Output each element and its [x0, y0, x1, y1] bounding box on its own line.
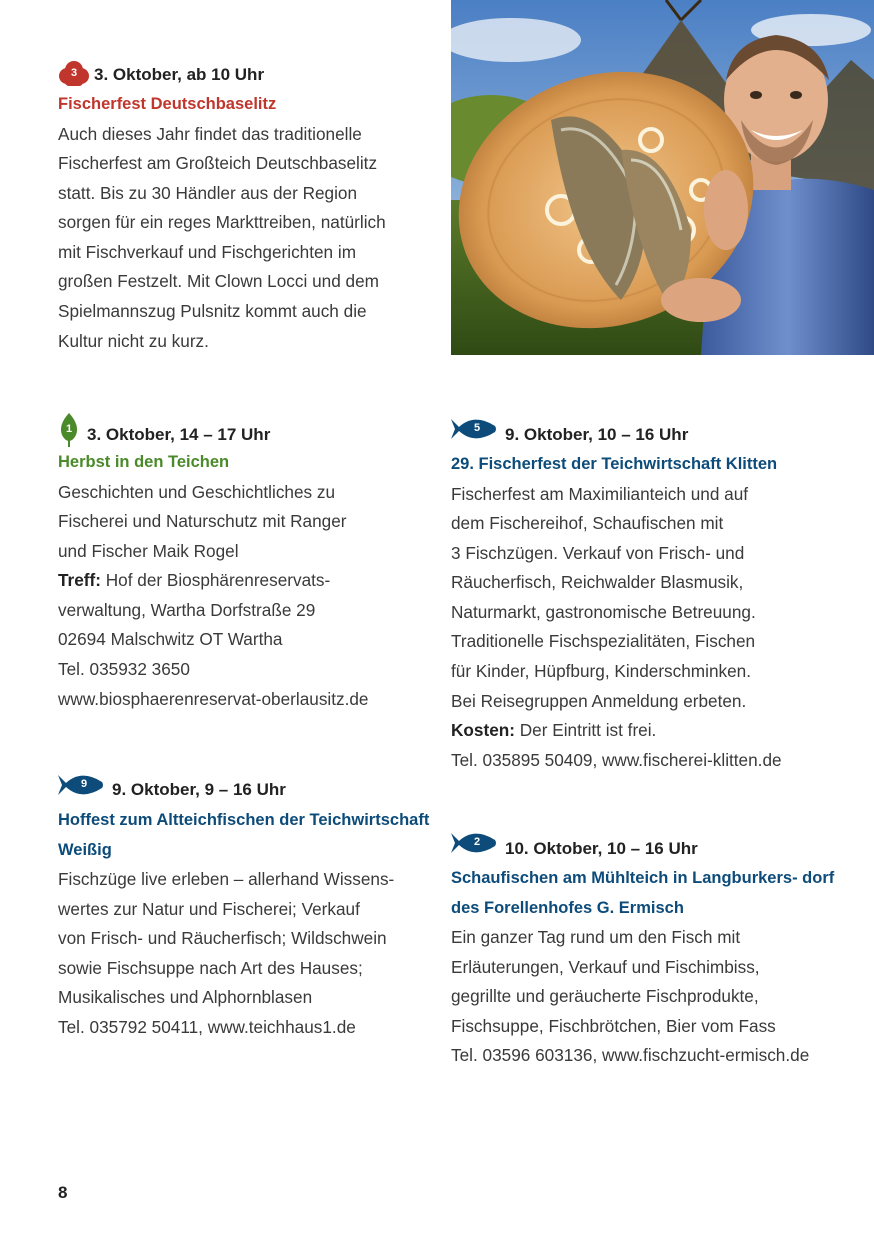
event-description [451, 480, 861, 776]
event-header [58, 412, 438, 448]
badge-number: 1 [65, 423, 73, 435]
event-title-line: Fischerfest Deutschbaselitz [58, 95, 277, 113]
photo-man-holding-smoked-fish-board [451, 0, 874, 355]
description-line: Räucherfisch, Reichwalder Blasmusik, [451, 572, 744, 593]
description-line: Fischerfest am Großteich Deutschbaselitz [58, 153, 378, 174]
event-title [58, 448, 438, 478]
description-line: Spielmannszug Pulsnitz kommt auch die [58, 301, 367, 322]
address-line: 02694 Malschwitz OT Wartha [58, 629, 283, 650]
description-line: Geschichten und Geschichtliches zu [58, 481, 336, 502]
description-line: mit Fischverkauf und Fischgerichten im [58, 241, 357, 262]
event-fischerfest-klitten [451, 414, 861, 775]
description-line: wertes zur Natur und Fischerei; Verkauf [58, 898, 360, 919]
event-title [58, 90, 438, 120]
leaf-badge-icon [58, 413, 80, 447]
event-title-line: Hoffest zum Altteichfischen der [58, 811, 305, 829]
badge-number: 9 [80, 778, 88, 790]
description-line: Fischerfest am Maximilianteich und auf [451, 483, 749, 504]
description-line: Traditionelle Fischspezialitäten, Fischen [451, 631, 756, 652]
event-date: 10. Oktober, 10 – 16 Uhr [505, 839, 698, 858]
event-date: 9. Oktober, 10 – 16 Uhr [505, 425, 689, 444]
description-line: für Kinder, Hüpfburg, Kinderschminken. [451, 661, 751, 682]
event-date: 9. Oktober, 9 – 16 Uhr [112, 780, 286, 799]
description-line: Erläuterungen, Verkauf und Fischimbiss, [451, 956, 760, 977]
kosten-label: Kosten: [451, 720, 515, 741]
event-description [58, 478, 438, 715]
event-header [451, 414, 861, 444]
cloud-badge-icon [58, 60, 90, 90]
description-line: Kultur nicht zu kurz. [58, 330, 209, 351]
description-line: Musikalisches und Alphornblasen [58, 987, 313, 1008]
event-date: 3. Oktober, 14 – 17 Uhr [87, 425, 271, 444]
address-line: verwaltung, Wartha Dorfstraße 29 [58, 599, 316, 620]
badge-number: 5 [473, 422, 481, 434]
event-title-line: dorf des Forellenhofes G. Ermisch [451, 869, 835, 917]
description-line: Fischzüge live erleben – allerhand Wissens- [58, 869, 395, 889]
description-line: dem Fischereihof, Schaufischen mit [451, 513, 724, 534]
phone-line: Tel. 035932 3650 [58, 659, 190, 680]
event-date: 3. Oktober, ab 10 Uhr [94, 65, 265, 84]
description-line: 3 Fischzügen. Verkauf von Frisch- und [451, 542, 745, 563]
event-header [58, 770, 438, 800]
event-header [451, 828, 866, 858]
fish-badge-icon [451, 416, 497, 442]
description-line: Fischsuppe, Fischbrötchen, Bier vom Fass [451, 1015, 776, 1036]
event-description [58, 120, 438, 357]
description-line: von Frisch- und Räucherfisch; Wildschwein [58, 928, 387, 949]
event-hoffest-altteichfischen [58, 770, 438, 1043]
event-schaufischen-muehlteich [451, 828, 866, 1071]
fish-badge-icon [451, 830, 497, 856]
event-title [451, 450, 861, 480]
event-title-line: Herbst in den Teichen [58, 453, 230, 471]
page-number: 8 [58, 1183, 68, 1202]
contact-line: Tel. 03596 603136, www.fischzucht-ermisch.de [451, 1045, 810, 1066]
event-title [451, 864, 866, 923]
treff-label: Treff: [58, 570, 101, 591]
kosten-line [451, 716, 861, 746]
description-line: Naturmarkt, gastronomische Betreuung. [451, 601, 756, 622]
badge-number: 2 [473, 836, 481, 848]
fish-badge-icon [58, 772, 104, 798]
description-line: und Fischer Maik Rogel [58, 540, 239, 561]
event-title-line: 29. Fischerfest der Teichwirtschaft Klitten [451, 455, 778, 473]
description-line: statt. Bis zu 30 Händler aus der Region [58, 182, 358, 203]
description-line: Ein ganzer Tag rund um den Fisch mit [451, 927, 741, 947]
event-title-line: Teichwirtschaft Weißig [58, 811, 430, 859]
badge-number: 3 [70, 67, 78, 79]
event-herbst-in-den-teichen [58, 412, 438, 714]
website-line: www.biosphaerenreservat-oberlausitz.de [58, 688, 369, 709]
event-description [58, 865, 438, 1043]
description-line: Auch dieses Jahr findet das traditionelle [58, 123, 362, 144]
treff-line [58, 566, 438, 596]
description-line: gegrillte und geräucherte Fischprodukte, [451, 986, 759, 1007]
treff-text: Hof der Biosphärenreservats- [100, 570, 331, 591]
description-line: sorgen für ein reges Markttreiben, natürlich [58, 212, 386, 233]
event-header [58, 60, 438, 90]
event-fischerfest-deutschbaselitz [58, 60, 438, 356]
event-title-line: Schaufischen am Mühlteich in Langburkers- [451, 869, 798, 887]
description-line: großen Festzelt. Mit Clown Locci und dem [58, 271, 379, 292]
description-line: Fischerei und Naturschutz mit Ranger [58, 511, 347, 532]
description-line: sowie Fischsuppe nach Art des Hauses; [58, 957, 363, 978]
event-title [58, 806, 438, 865]
event-description [451, 923, 866, 1071]
kosten-text: Der Eintritt ist frei. [514, 720, 657, 741]
description-line: Bei Reisegruppen Anmeldung erbeten. [451, 690, 747, 711]
contact-line: Tel. 035895 50409, www.fischerei-klitten.de [451, 749, 782, 770]
contact-line: Tel. 035792 50411, www.teichhaus1.de [58, 1016, 356, 1037]
